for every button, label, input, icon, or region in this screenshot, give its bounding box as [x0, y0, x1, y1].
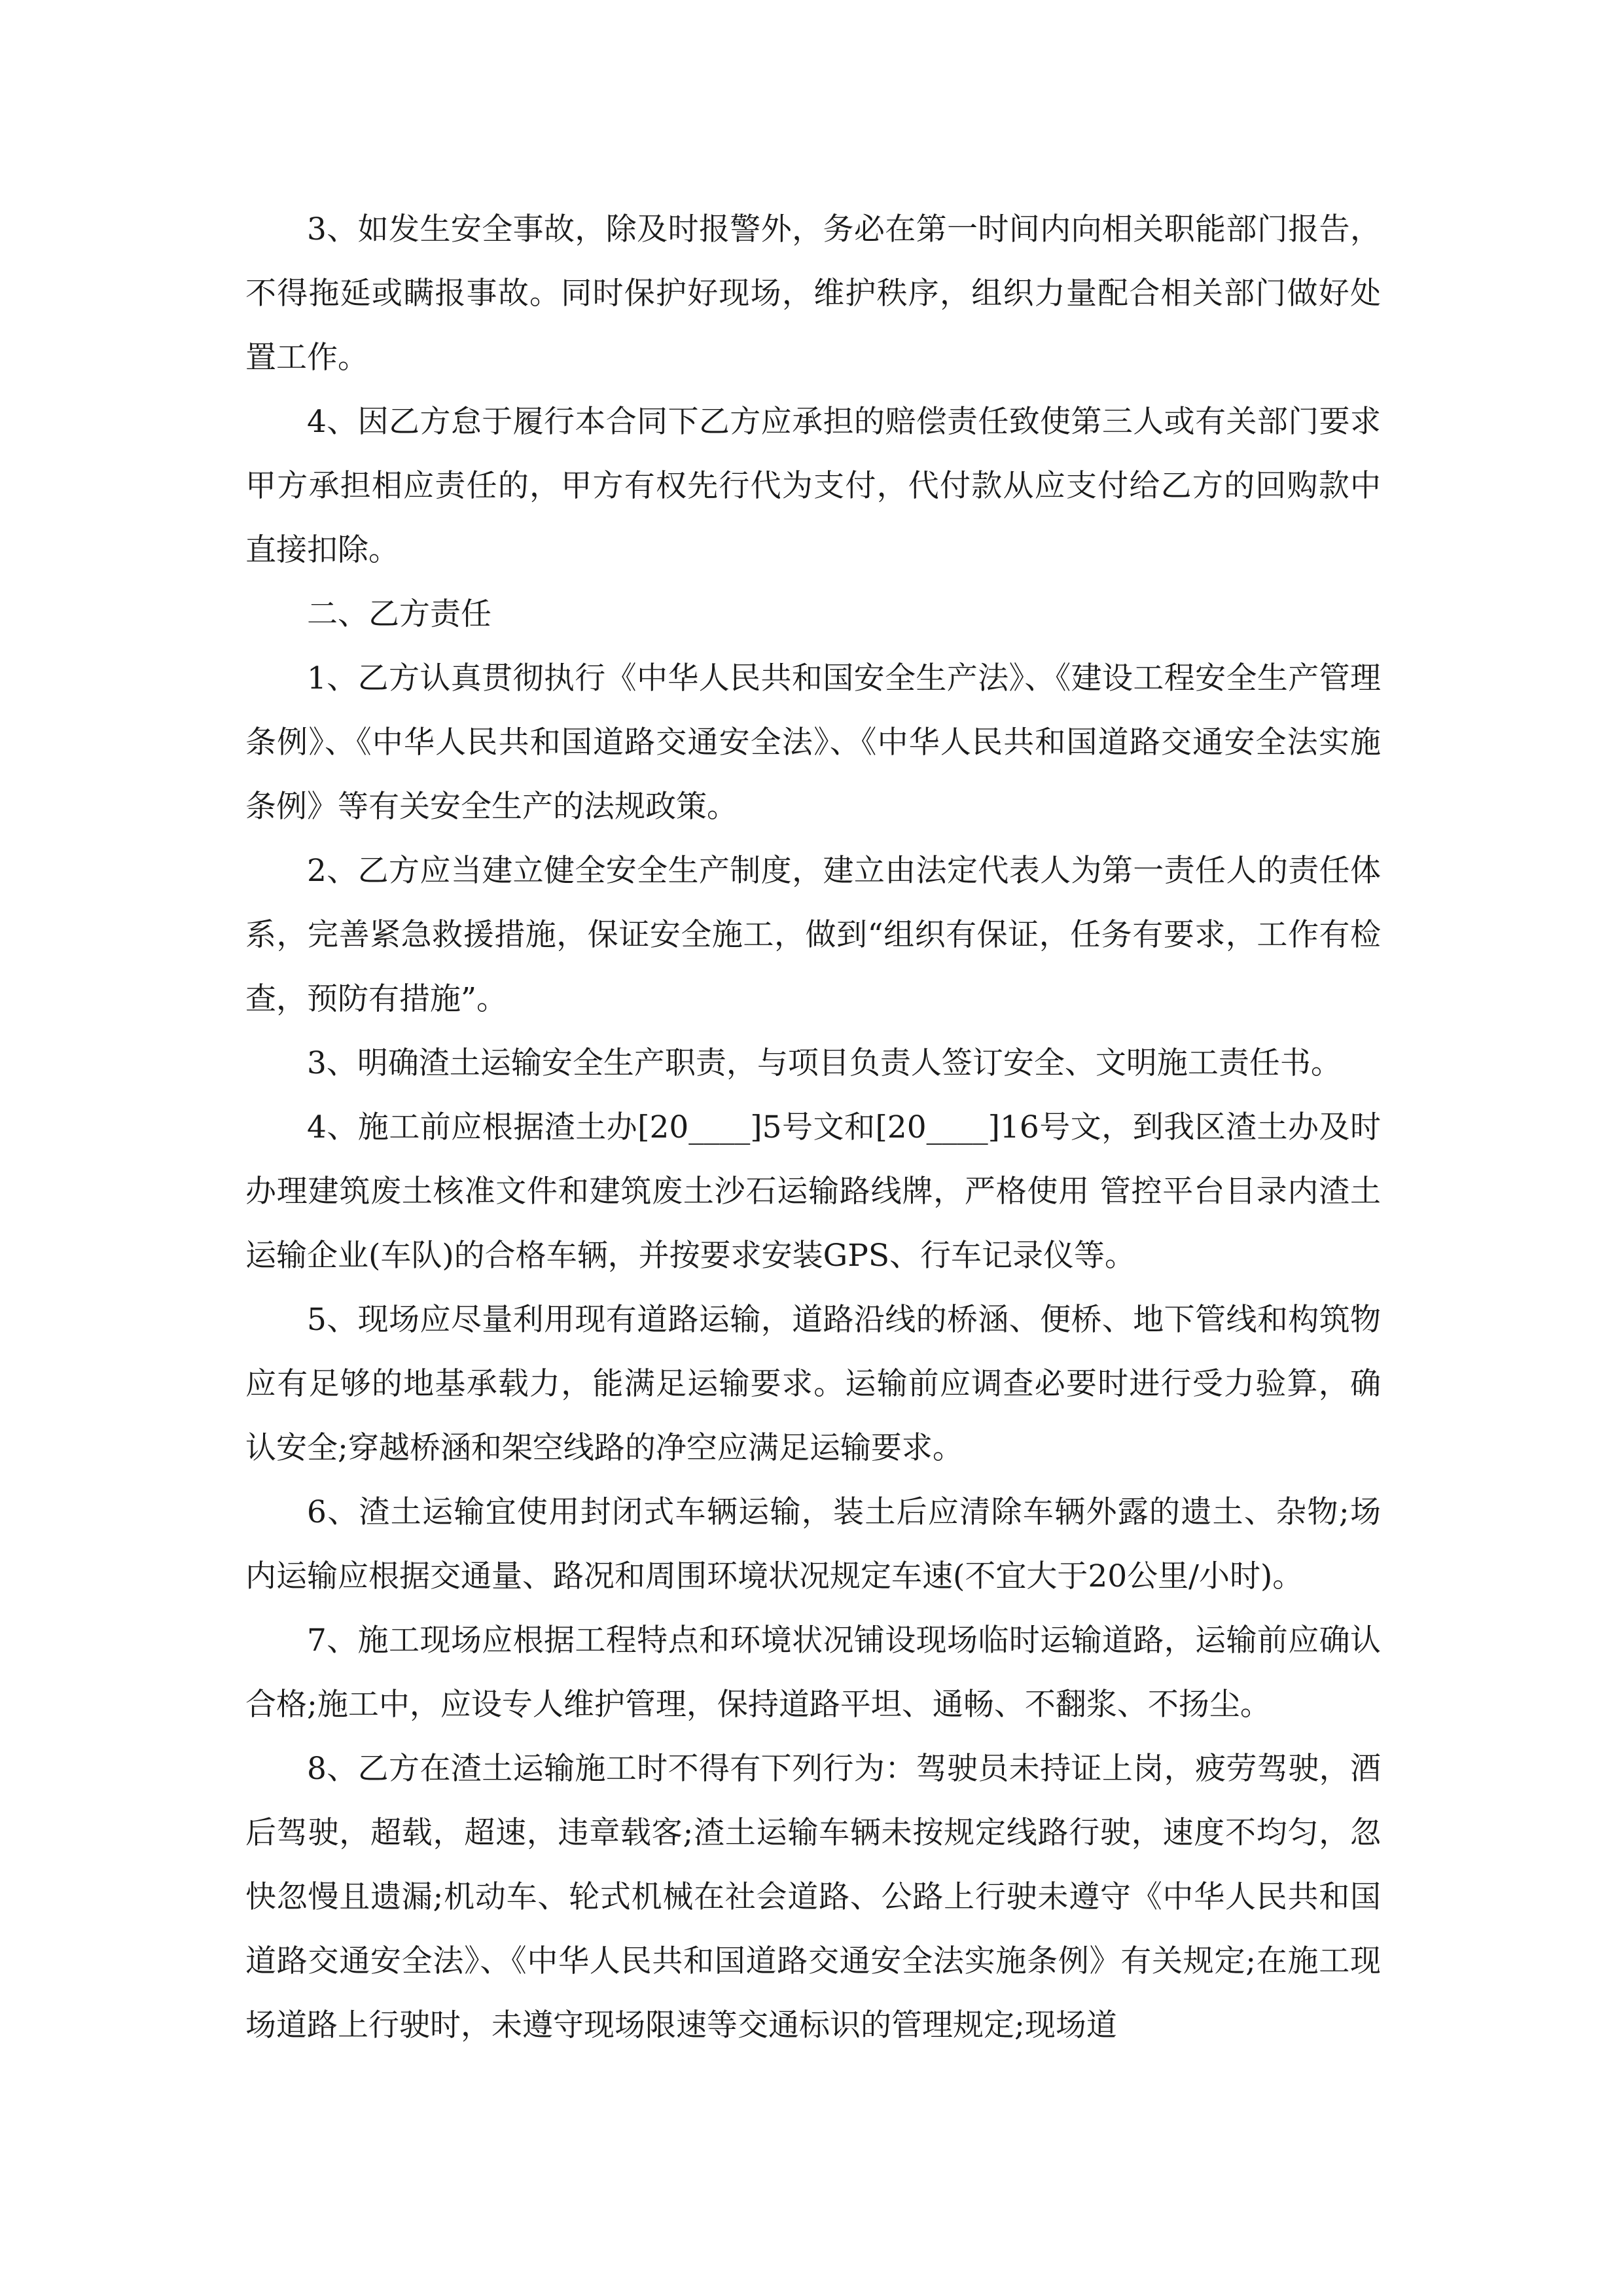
- paragraph-permits: 4、施工前应根据渣土办[20____]5号文和[20____]16号文，到我区渣土办及时办理建筑废土核准文件和建筑废土沙石运输路线牌，严格使用 管控平台目录内渣土运输企业(车队)的合格车辆，并按要求安装GPS、行车记录仪等。: [245, 1109, 1381, 1274]
- paragraph-temporary-road: 7、施工现场应根据工程特点和环境状况铺设现场临时运输道路，运输前应确认合格;施工中，应设专人维护管理，保持道路平坦、通畅、不翻浆、不扬尘。: [245, 1623, 1381, 1723]
- paragraph-road-transport: 5、现场应尽量利用现有道路运输，道路沿线的桥涵、便桥、地下管线和构筑物应有足够的地基承载力，能满足运输要求。运输前应调查必要时进行受力验算，确认安全;穿越桥涵和架空线路的净空应满足运输要求。: [245, 1302, 1381, 1466]
- section-heading-party-b: 二、乙方责任: [307, 596, 491, 632]
- document-body: [245, 198, 1381, 2058]
- paragraph-compensation: 4、因乙方怠于履行本合同下乙方应承担的赔偿责任致使第三人或有关部门要求甲方承担相应责任的，甲方有权先行代为支付，代付款从应支付给乙方的回购款中直接扣除。: [245, 404, 1381, 568]
- paragraph-laws: 1、乙方认真贯彻执行《中华人民共和国安全生产法》、《建设工程安全生产管理条例》、《中华人民共和国道路交通安全法》、《中华人民共和国道路交通安全法实施条例》等有关安全生产的法规政策。: [245, 660, 1381, 825]
- paragraph-accident-report: 3、如发生安全事故，除及时报警外，务必在第一时间内向相关职能部门报告，不得拖延或瞒报事故。同时保护好现场，维护秩序，组织力量配合相关部门做好处置工作。: [245, 211, 1381, 376]
- paragraph-prohibited-acts: 8、乙方在渣土运输施工时不得有下列行为：驾驶员未持证上岗，疲劳驾驶，酒后驾驶，超载，超速，违章载客;渣土运输车辆未按规定线路行驶，速度不均匀，忽快忽慢且遗漏;机动车、轮式机械在社会道路、公路上行驶未遵守《中华人民共和国道路交通安全法》、《中华人民共和国道路交通安全法实施条例》有关规定;在施工现场道路上行驶时，未遵守现场限速等交通标识的管理规定;现场道: [245, 1751, 1381, 2043]
- paragraph-closed-vehicles: 6、渣土运输宜使用封闭式车辆运输，装土后应清除车辆外露的遗土、杂物;场内运输应根据交通量、路况和周围环境状况规定车速(不宜大于20公里/小时)。: [245, 1494, 1381, 1594]
- paragraph-responsibility: 3、明确渣土运输安全生产职责，与项目负责人签订安全、文明施工责任书。: [307, 1045, 1342, 1081]
- paragraph-safety-system: 2、乙方应当建立健全安全生产制度，建立由法定代表人为第一责任人的责任体系，完善紧急救援措施，保证安全施工，做到“组织有保证，任务有要求，工作有检查，预防有措施”。: [245, 853, 1381, 1017]
